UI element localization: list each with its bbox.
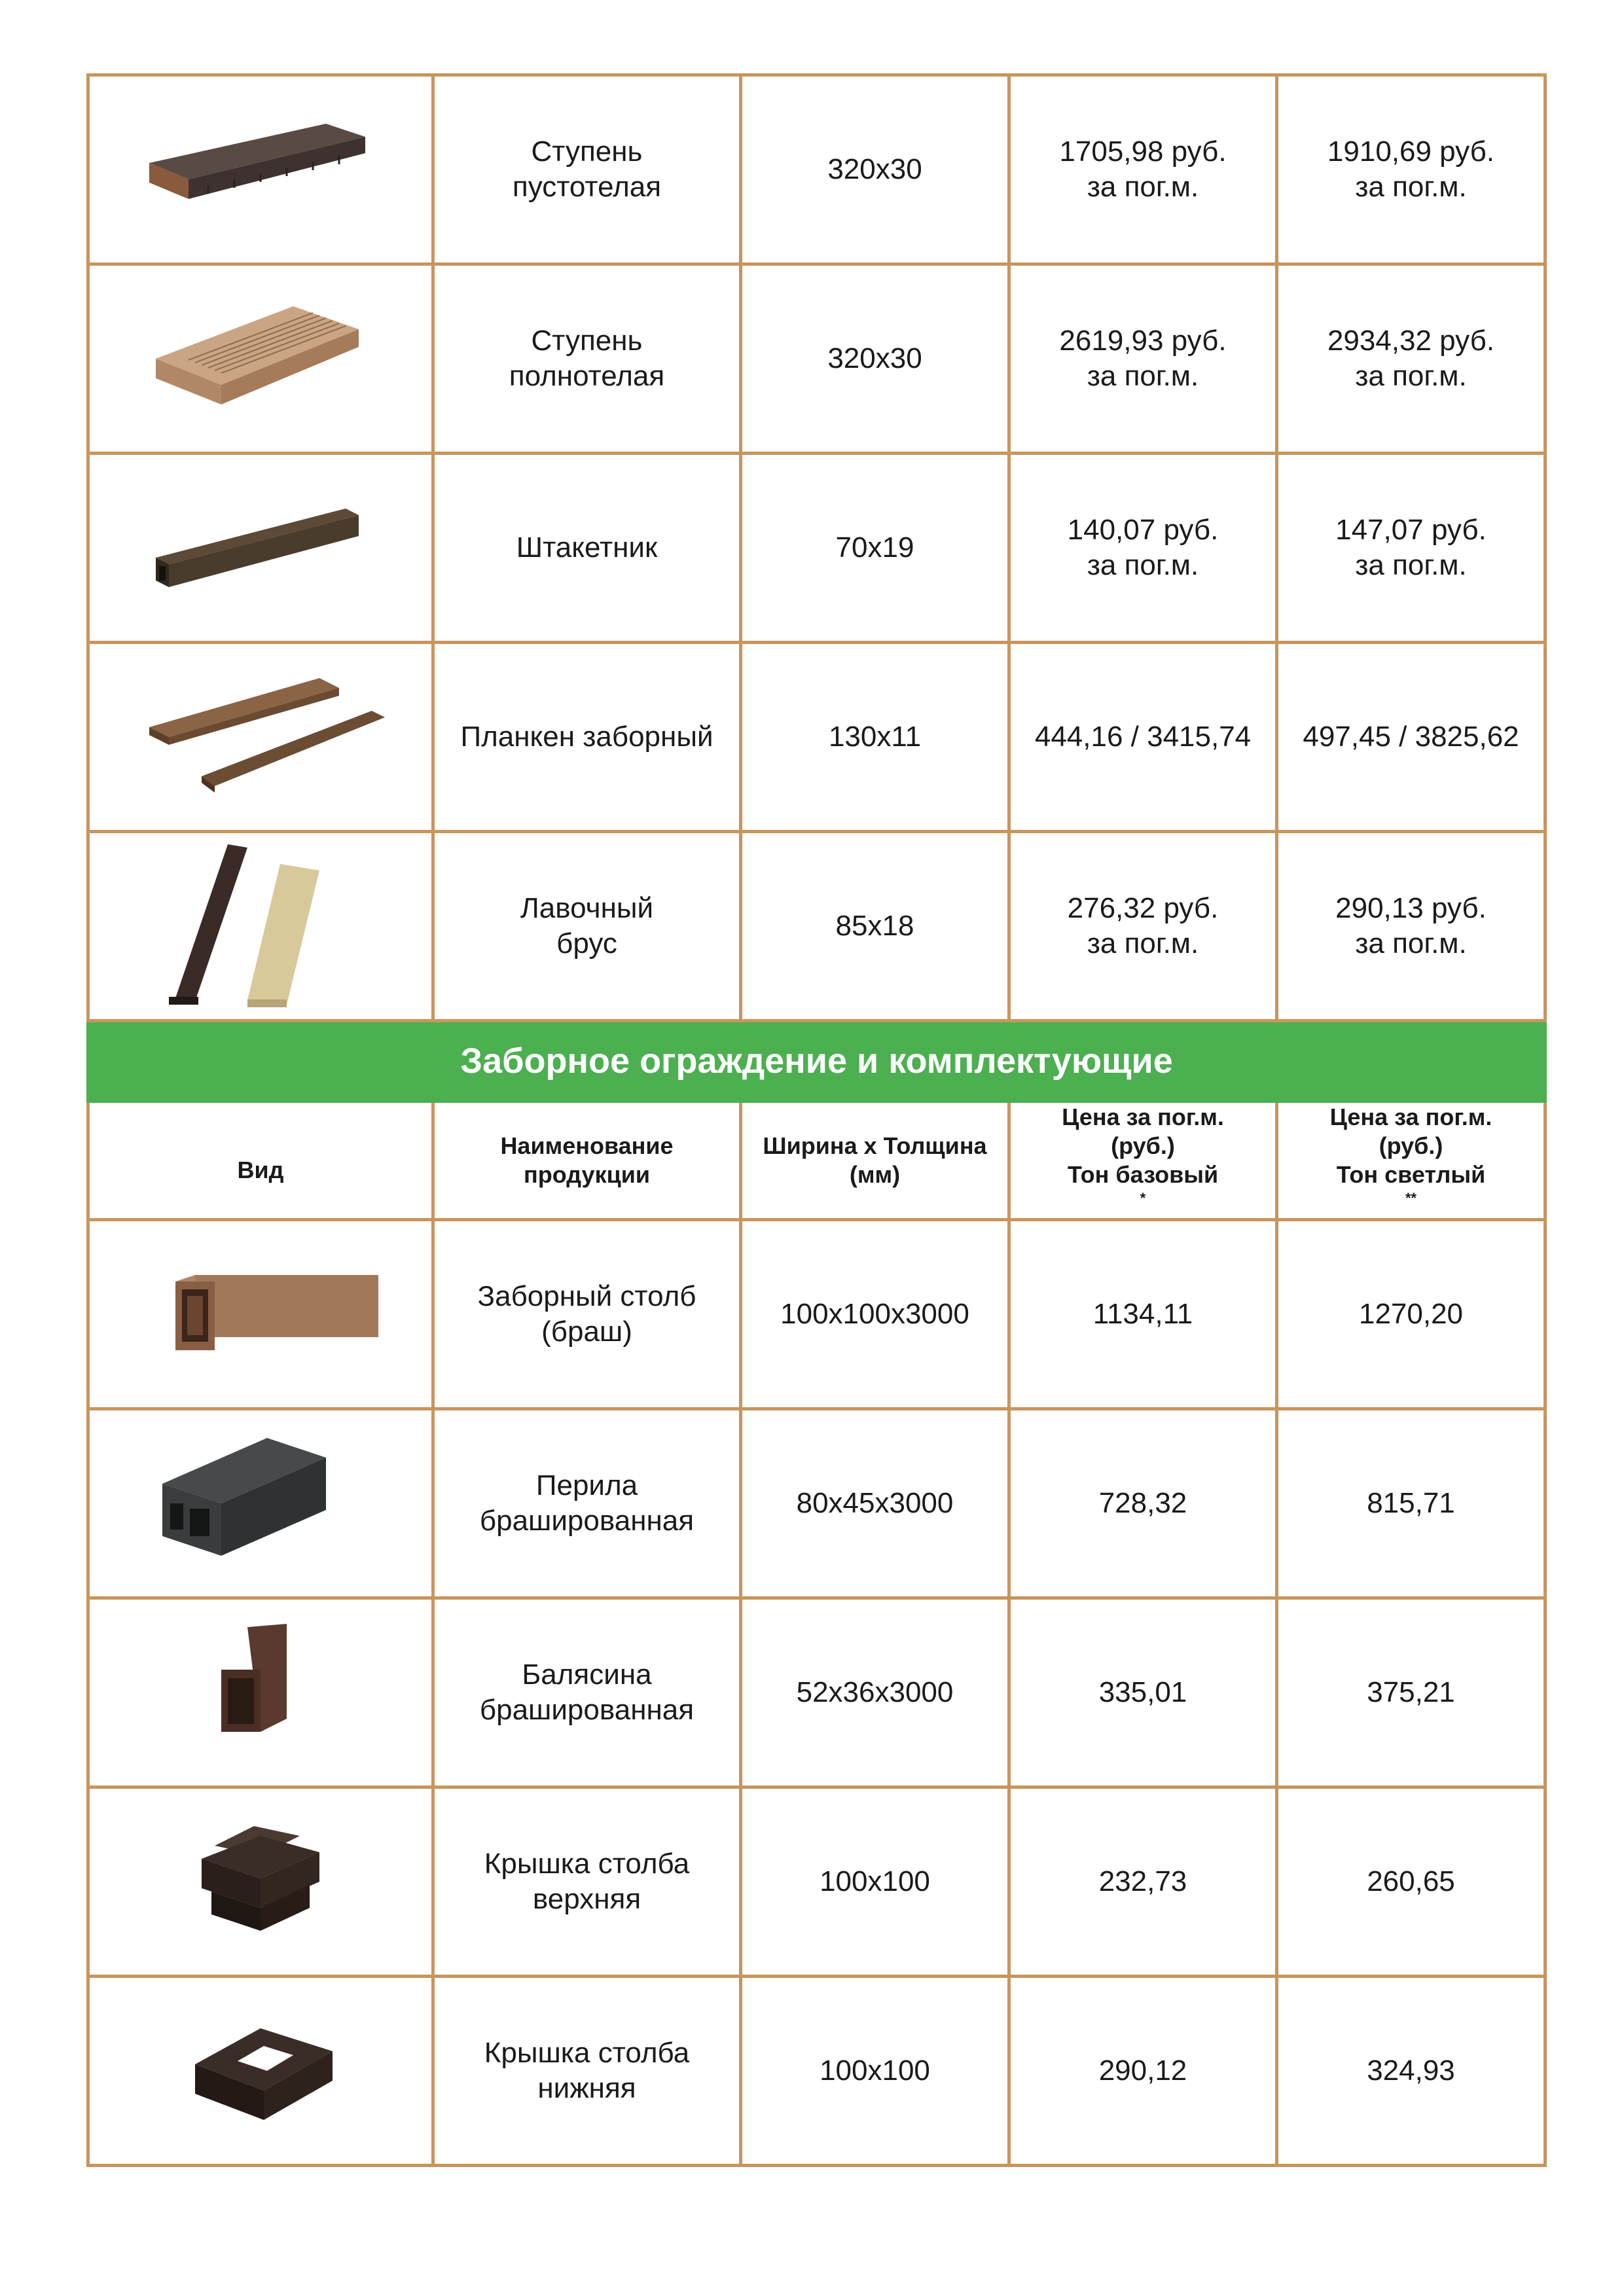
table-row [88, 1598, 1545, 1787]
price-base: 335,01 [1009, 1598, 1277, 1787]
product-name: Планкен заборный [433, 643, 741, 832]
baluster-image [130, 1621, 391, 1765]
product-image-cell [88, 1787, 433, 1977]
price-light: 147,07 руб. за пог.м. [1277, 454, 1545, 643]
post-cap-top-image [130, 1816, 391, 1947]
price-base: 290,12 [1009, 1977, 1277, 2166]
price-light: 1910,69 руб. за пог.м. [1277, 75, 1545, 264]
product-size: 320x30 [741, 264, 1009, 454]
product-name: Перила брашированная [433, 1409, 741, 1598]
product-size: 80x45x3000 [741, 1409, 1009, 1598]
product-size: 100x100 [741, 1787, 1009, 1977]
section-banner [88, 1021, 1545, 1102]
price-base: 728,32 [1009, 1409, 1277, 1598]
price-base: 444,16 / 3415,74 [1009, 643, 1277, 832]
product-size: 52x36x3000 [741, 1598, 1009, 1787]
price-base: 1134,11 [1009, 1220, 1277, 1409]
table-row [88, 1220, 1545, 1409]
price-base: 276,32 руб. за пог.м. [1009, 832, 1277, 1021]
price-base: 2619,93 руб. за пог.м. [1009, 264, 1277, 454]
railing-image [130, 1431, 391, 1575]
product-name: Ступень полнотелая [433, 264, 741, 454]
product-image-cell [88, 1598, 433, 1787]
table-row [88, 832, 1545, 1021]
solid-step-board-image [130, 300, 391, 418]
product-image-cell [88, 832, 433, 1021]
product-image-cell [88, 264, 433, 454]
table-row [88, 1409, 1545, 1598]
table-row [88, 1977, 1545, 2166]
header-price-light: Цена за пог.м. (руб.) Тон светлый ** [1277, 1102, 1545, 1220]
price-light: 1270,20 [1277, 1220, 1545, 1409]
product-size: 130x11 [741, 643, 1009, 832]
bench-beam-image [130, 838, 391, 1014]
fence-planken-image [123, 672, 398, 802]
price-light: 324,93 [1277, 1977, 1545, 2166]
price-light: 497,45 / 3825,62 [1277, 643, 1545, 832]
table-row [88, 1787, 1545, 1977]
product-name: Балясина брашированная [433, 1598, 741, 1787]
fence-post-image [130, 1268, 391, 1360]
table-header-row [88, 1102, 1545, 1220]
product-image-cell [88, 643, 433, 832]
price-sheet [86, 73, 1543, 2167]
table-row [88, 75, 1545, 264]
product-name: Крышка столба верхняя [433, 1787, 741, 1977]
price-base: 232,73 [1009, 1787, 1277, 1977]
header-view: Вид [88, 1102, 433, 1220]
table-row [88, 454, 1545, 643]
product-name: Лавочный брус [433, 832, 741, 1021]
price-base: 1705,98 руб. за пог.м. [1009, 75, 1277, 264]
price-light: 375,21 [1277, 1598, 1545, 1787]
price-table [86, 73, 1547, 2167]
product-name: Заборный столб (браш) [433, 1220, 741, 1409]
product-size: 85x18 [741, 832, 1009, 1021]
header-name: Наименование продукции [433, 1102, 741, 1220]
price-light: 815,71 [1277, 1409, 1545, 1598]
product-image-cell [88, 1977, 433, 2166]
product-image-cell [88, 1220, 433, 1409]
product-image-cell [88, 454, 433, 643]
table-row [88, 643, 1545, 832]
price-base: 140,07 руб. за пог.м. [1009, 454, 1277, 643]
header-price-base: Цена за пог.м. (руб.) Тон базовый * [1009, 1102, 1277, 1220]
product-name: Ступень пустотелая [433, 75, 741, 264]
product-size: 100x100x3000 [741, 1220, 1009, 1409]
product-size: 70x19 [741, 454, 1009, 643]
product-size: 100x100 [741, 1977, 1009, 2166]
table-row [88, 264, 1545, 454]
price-light: 290,13 руб. за пог.м. [1277, 832, 1545, 1021]
product-name: Крышка столба нижняя [433, 1977, 741, 2166]
picket-board-image [130, 495, 391, 600]
product-name: Штакетник [433, 454, 741, 643]
section-title: Заборное ограждение и комплектующие [88, 1021, 1545, 1102]
header-size: Ширина х Толщина (мм) [741, 1102, 1009, 1220]
product-image-cell [88, 1409, 433, 1598]
post-cap-bottom-image [130, 2005, 391, 2136]
price-light: 2934,32 руб. за пог.м. [1277, 264, 1545, 454]
product-image-cell [88, 75, 433, 264]
product-size: 320x30 [741, 75, 1009, 264]
hollow-step-board-image [130, 117, 391, 222]
price-light: 260,65 [1277, 1787, 1545, 1977]
